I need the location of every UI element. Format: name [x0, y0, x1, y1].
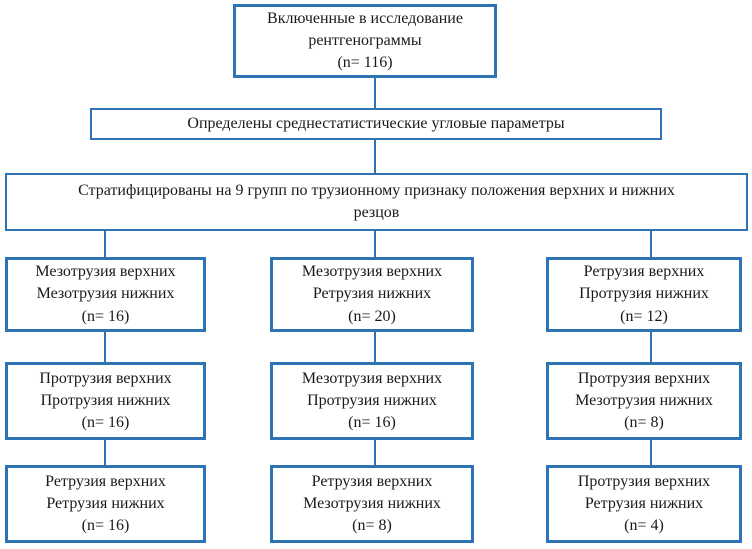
node-group-1-count: (n= 16)	[81, 307, 130, 325]
node-params-box	[90, 108, 662, 140]
node-group-6-box	[546, 362, 742, 440]
node-params-text: Определены среднестатистические угловые параметры	[187, 114, 565, 132]
connector-group-3-to-6	[650, 330, 652, 363]
node-group-3-count: (n= 12)	[620, 307, 668, 325]
node-group-3-box	[546, 257, 742, 332]
connector-stratified-to-group-2	[374, 230, 376, 258]
node-stratified-box	[5, 173, 748, 231]
node-group-5-line2: Протрузия нижних	[307, 391, 437, 409]
node-group-1-line1: Мезотрузия верхних	[35, 263, 176, 281]
node-group-9-count: (n= 4)	[624, 517, 664, 535]
node-group-5-count: (n= 16)	[348, 414, 396, 432]
connector-stratified-to-group-3	[650, 230, 652, 258]
node-group-5-box	[270, 362, 474, 440]
node-included-count: (n= 116)	[337, 54, 393, 72]
connector-group-5-to-8	[374, 438, 376, 466]
node-group-7-line1: Ретрузия верхних	[45, 472, 166, 490]
node-group-1-line2: Мезотрузия нижних	[36, 285, 175, 303]
node-group-4-line1: Протрузия верхних	[39, 369, 172, 387]
node-group-9-line1: Протрузия верхних	[577, 472, 711, 490]
node-group-1-box	[5, 257, 206, 332]
node-group-8-count: (n= 8)	[352, 517, 392, 535]
node-group-2-line2: Ретрузия нижних	[312, 285, 432, 303]
node-included-line1: Включенные в исследование	[267, 9, 463, 27]
connector-params-to-stratified	[374, 139, 376, 174]
node-group-4-box	[5, 362, 206, 440]
node-group-9-line2: Ретрузия нижних	[584, 494, 704, 512]
node-group-8-line1: Ретрузия верхних	[311, 472, 433, 490]
node-group-4-line2: Протрузия нижних	[40, 391, 171, 409]
node-group-2-box	[270, 257, 474, 332]
node-included-line2: рентгенограммы	[308, 31, 422, 49]
connector-group-6-to-9	[650, 438, 652, 466]
node-group-9-box	[546, 465, 742, 543]
connector-group-1-to-4	[104, 330, 106, 363]
connector-stratified-to-group-1	[104, 230, 106, 258]
node-group-6-line1: Протрузия верхних	[577, 369, 711, 387]
node-group-2-line1: Мезотрузия верхних	[301, 263, 443, 281]
connector-included-to-params	[374, 77, 376, 109]
node-group-3-line1: Ретрузия верхних	[583, 263, 705, 281]
node-group-7-box	[5, 465, 206, 543]
node-stratified-line2: резцов	[353, 204, 400, 221]
node-stratified-line1: Стратифицированы на 9 групп по трузионному признаку положения верхних и нижних	[78, 181, 675, 199]
node-included-box	[233, 4, 497, 78]
node-group-8-line2: Мезотрузия нижних	[303, 494, 441, 512]
node-group-8-box	[270, 465, 474, 543]
node-group-6-line2: Мезотрузия нижних	[575, 391, 713, 409]
node-group-5-line1: Мезотрузия верхних	[301, 369, 443, 387]
connector-group-2-to-5	[374, 330, 376, 363]
node-group-4-count: (n= 16)	[81, 414, 130, 432]
node-group-6-count: (n= 8)	[624, 414, 664, 432]
node-group-7-line2: Ретрузия нижних	[46, 494, 165, 512]
connector-group-4-to-7	[104, 438, 106, 466]
node-group-2-count: (n= 20)	[348, 307, 396, 325]
node-group-7-count: (n= 16)	[81, 517, 130, 535]
node-group-3-line2: Протрузия нижних	[579, 285, 709, 303]
